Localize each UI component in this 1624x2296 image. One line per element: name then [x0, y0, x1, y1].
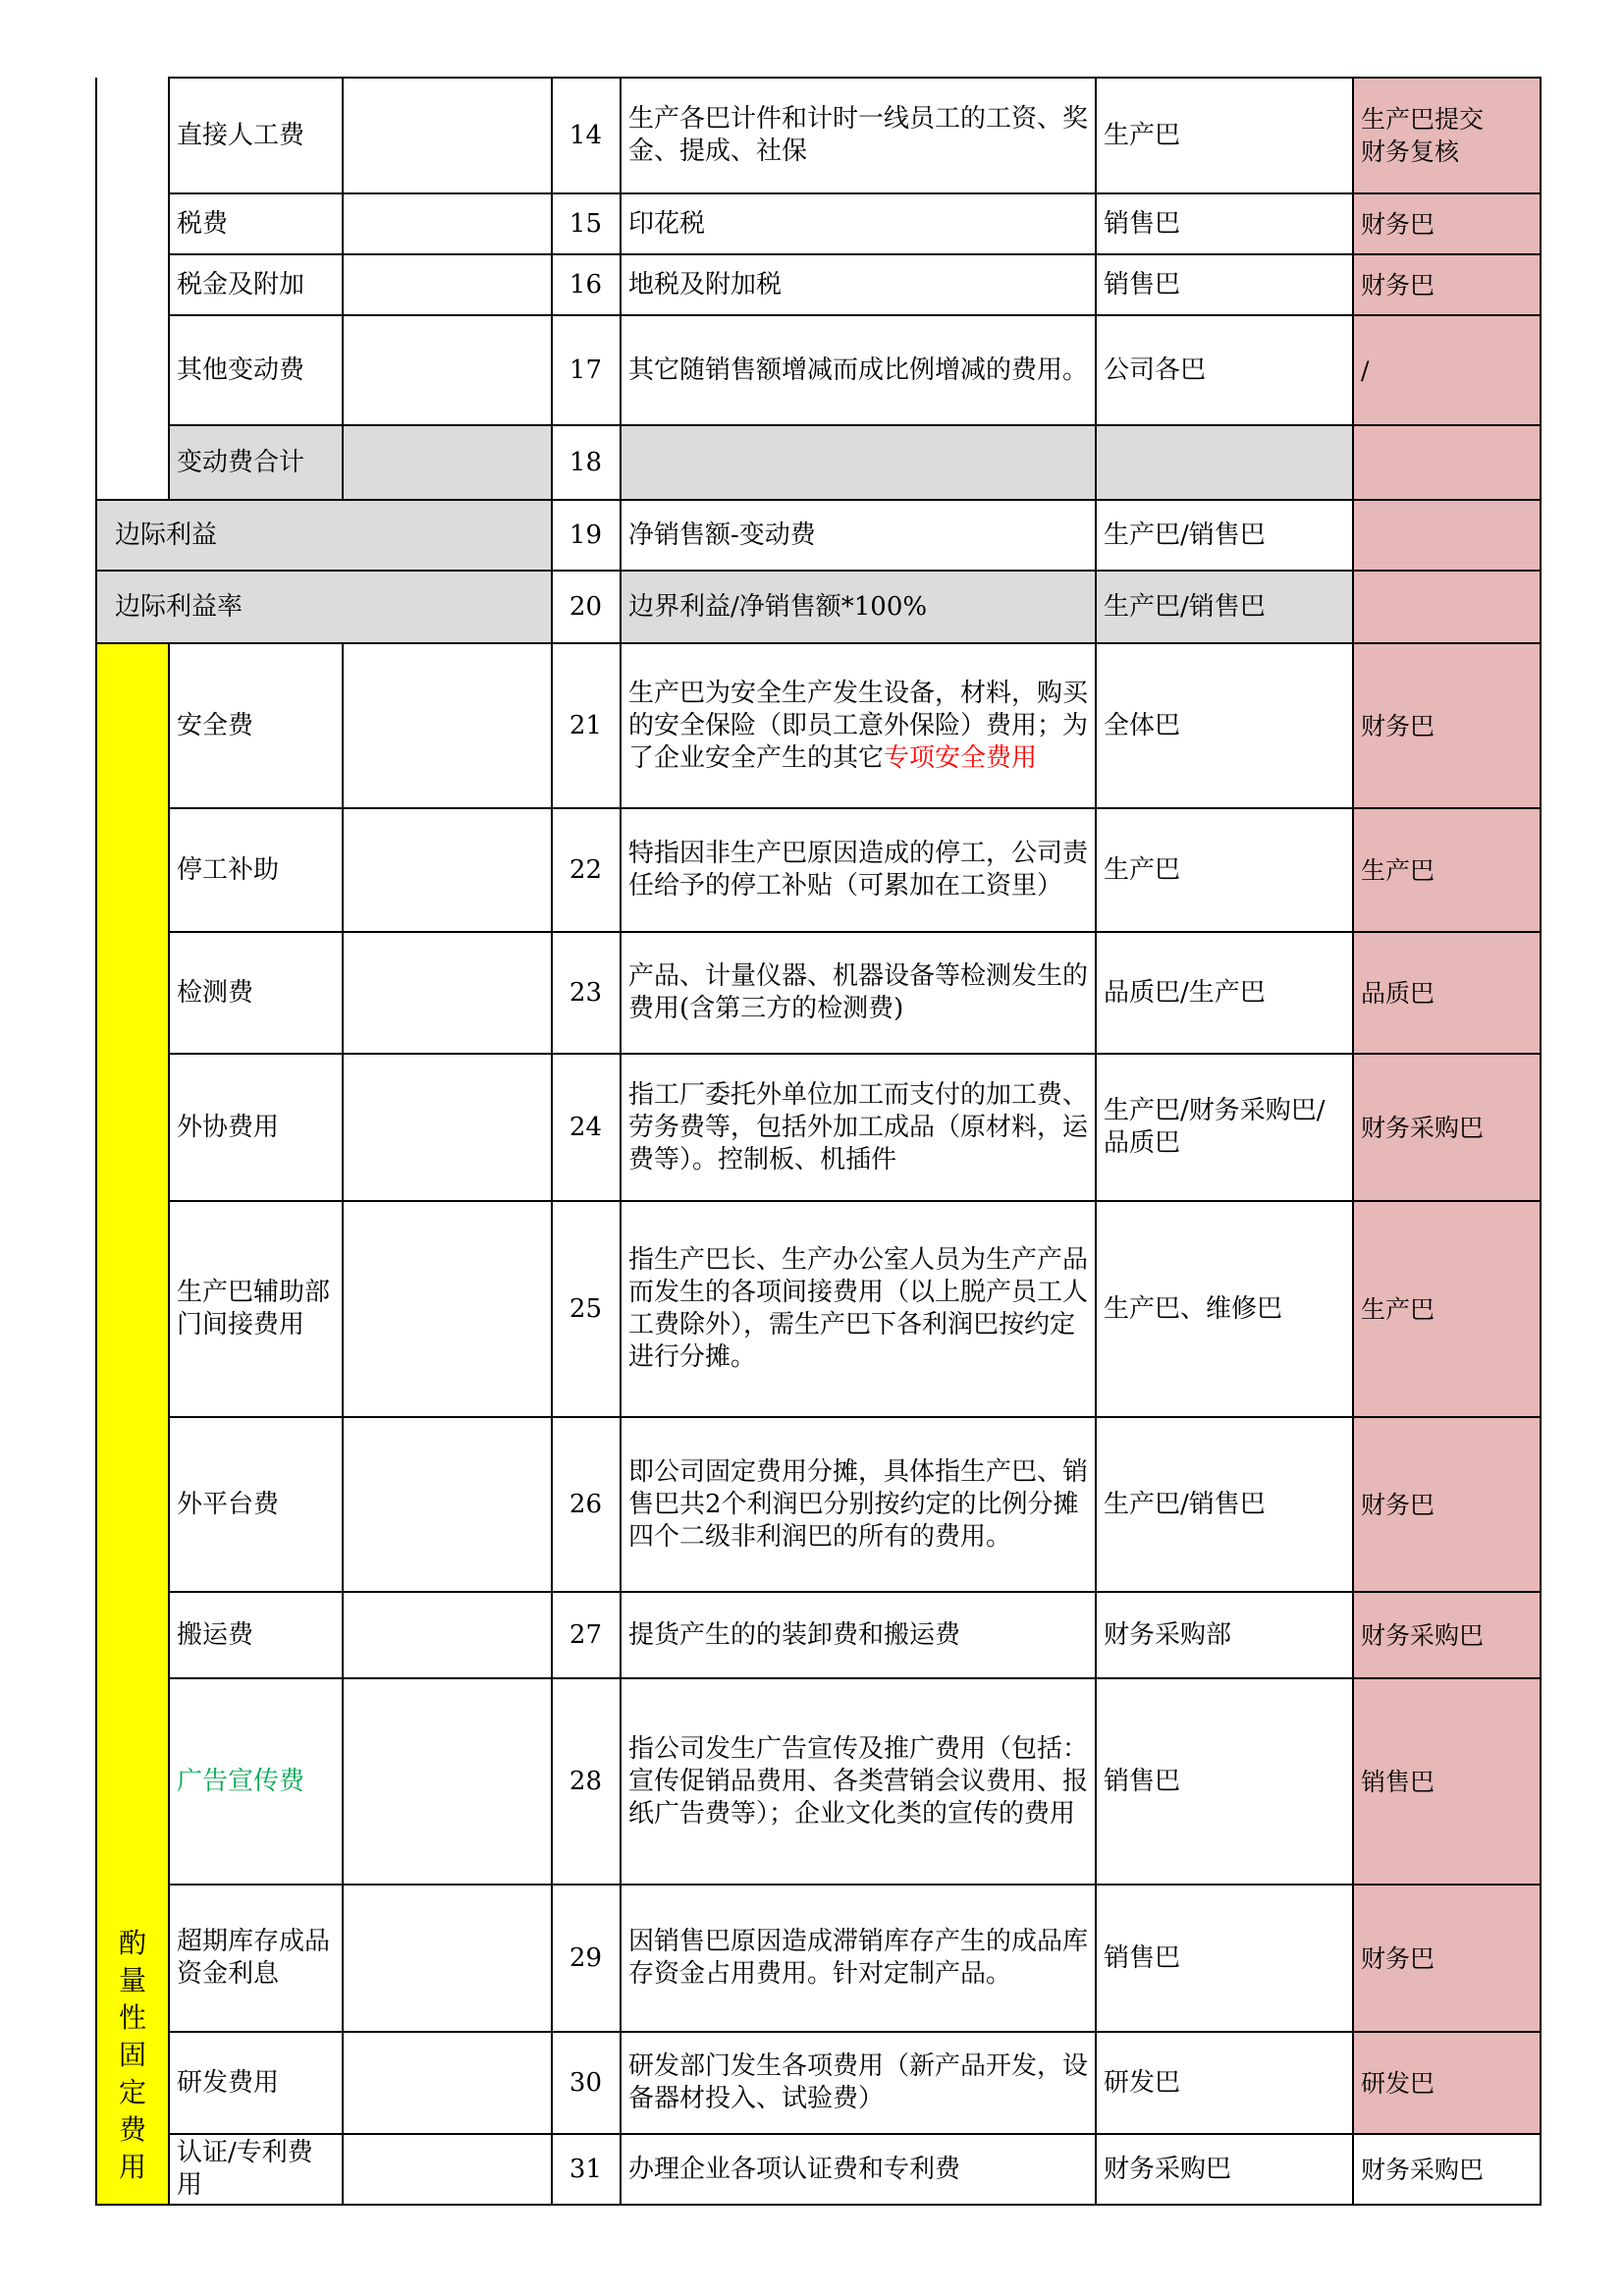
item-resp: 财务巴 — [1353, 193, 1541, 254]
table-row — [96, 643, 1541, 808]
resp-text: 生产巴提交 财务复核 — [1361, 105, 1485, 166]
desc-text: 生产巴为安全生产发生设备，材料，购买的安全保险（即员工意外保险）费用；为了企业安全产生的其它 — [628, 678, 1089, 773]
item-desc: 指公司发生广告宣传及推广费用（包括：宣传促销品费用、各类营销会议费用、报纸广告费等）；企业文化类的宣传的费用 — [621, 1678, 1096, 1885]
item-dept: 生产巴/销售巴 — [1096, 571, 1353, 643]
item-name: 变动费合计 — [169, 425, 343, 500]
seq-no: 24 — [552, 1054, 621, 1201]
blank-cell — [343, 2032, 552, 2134]
item-name: 停工补助 — [169, 808, 343, 932]
table-row — [96, 1885, 1541, 2032]
blank-cell — [343, 932, 552, 1054]
seq-no: 27 — [552, 1592, 621, 1678]
item-name: 外协费用 — [169, 1054, 343, 1201]
label-char: 固 — [118, 2039, 146, 2071]
item-dept: 公司各巴 — [1096, 315, 1353, 425]
seq-no: 21 — [552, 643, 621, 808]
item-name: 外平台费 — [169, 1417, 343, 1592]
item-resp — [1353, 78, 1541, 193]
item-name: 税金及附加 — [169, 254, 343, 315]
item-name: 搬运费 — [169, 1592, 343, 1678]
item-desc: 产品、计量仪器、机器设备等检测发生的费用(含第三方的检测费) — [621, 932, 1096, 1054]
blank-cell — [343, 1201, 552, 1417]
item-name: 认证/专利费用 — [169, 2134, 343, 2205]
table-row — [96, 1678, 1541, 1885]
item-desc: 其它随销售额增减而成比例增减的费用。 — [621, 315, 1096, 425]
table-row — [96, 2134, 1541, 2205]
blank-cell — [343, 254, 552, 315]
blank-cell — [343, 643, 552, 808]
blank-cell — [343, 1885, 552, 2032]
item-resp: 销售巴 — [1353, 1678, 1541, 1885]
item-dept: 销售巴 — [1096, 254, 1353, 315]
table-row — [96, 932, 1541, 1054]
item-dept: 财务采购部 — [1096, 1592, 1353, 1678]
item-name: 超期库存成品资金利息 — [169, 1885, 343, 2032]
seq-no: 30 — [552, 2032, 621, 2134]
item-resp: 研发巴 — [1353, 2032, 1541, 2134]
table-row — [96, 193, 1541, 254]
table-row — [96, 254, 1541, 315]
item-dept: 生产巴、维修巴 — [1096, 1201, 1353, 1417]
item-name: 研发费用 — [169, 2032, 343, 2134]
item-dept: 生产巴 — [1096, 78, 1353, 193]
seq-no: 29 — [552, 1885, 621, 2032]
table-row — [96, 500, 1541, 571]
item-dept: 生产巴 — [1096, 808, 1353, 932]
item-resp: 财务巴 — [1353, 254, 1541, 315]
item-dept: 销售巴 — [1096, 193, 1353, 254]
item-desc — [621, 425, 1096, 500]
item-resp — [1353, 425, 1541, 500]
label-char: 费 — [118, 2113, 146, 2146]
item-dept: 生产巴/财务采购巴/品质巴 — [1096, 1054, 1353, 1201]
item-resp: / — [1353, 315, 1541, 425]
seq-no: 26 — [552, 1417, 621, 1592]
seq-no: 20 — [552, 571, 621, 643]
desc-highlight: 专项安全费用 — [884, 742, 1038, 773]
item-resp: 财务采购巴 — [1353, 1592, 1541, 1678]
item-desc: 净销售额-变动费 — [621, 500, 1096, 571]
item-name: 检测费 — [169, 932, 343, 1054]
seq-no: 15 — [552, 193, 621, 254]
table-row — [96, 1417, 1541, 1592]
table-row — [96, 1592, 1541, 1678]
item-dept: 销售巴 — [1096, 1885, 1353, 2032]
item-resp — [1353, 500, 1541, 571]
item-desc: 提货产生的的装卸费和搬运费 — [621, 1592, 1096, 1678]
item-dept: 财务采购巴 — [1096, 2134, 1353, 2205]
table-row — [96, 2032, 1541, 2134]
blank-cell — [343, 1417, 552, 1592]
item-desc: 指生产巴长、生产办公室人员为生产产品而发生的各项间接费用（以上脱产员工人工费除外），需生产巴下各利润巴按约定进行分摊。 — [621, 1201, 1096, 1417]
table-row — [96, 315, 1541, 425]
blank-cell — [343, 808, 552, 932]
item-desc: 即公司固定费用分摊，具体指生产巴、销售巴共2个利润巴分别按约定的比例分摊四个二级非利润巴的所有的费用。 — [621, 1417, 1096, 1592]
label-char: 用 — [118, 2151, 146, 2183]
table-row — [96, 1054, 1541, 1201]
table-row — [96, 808, 1541, 932]
blank-cell — [343, 1054, 552, 1201]
item-resp: 生产巴 — [1353, 808, 1541, 932]
blank-cell — [343, 1678, 552, 1885]
label-char: 酌 — [118, 1927, 146, 1959]
blank-cell — [343, 425, 552, 500]
item-dept: 研发巴 — [1096, 2032, 1353, 2134]
blank-cell — [343, 193, 552, 254]
item-desc: 边界利益/净销售额*100% — [621, 571, 1096, 643]
item-desc: 因销售巴原因造成滞销库存产生的成品库存资金占用费用。针对定制产品。 — [621, 1885, 1096, 2032]
item-dept: 生产巴/销售巴 — [1096, 1417, 1353, 1592]
seq-no: 31 — [552, 2134, 621, 2205]
category-fixed-cell — [96, 643, 169, 2205]
category-fixed-label — [97, 1925, 168, 2204]
table-row — [96, 1201, 1541, 1417]
seq-no: 17 — [552, 315, 621, 425]
item-resp: 财务采购巴 — [1353, 1054, 1541, 1201]
item-dept — [1096, 425, 1353, 500]
item-name: 直接人工费 — [169, 78, 343, 193]
table-row — [96, 78, 1541, 193]
item-resp — [1353, 571, 1541, 643]
item-resp: 财务巴 — [1353, 1417, 1541, 1592]
blank-cell — [343, 78, 552, 193]
table-row — [96, 425, 1541, 500]
seq-no: 25 — [552, 1201, 621, 1417]
item-name: 边际利益率 — [96, 571, 552, 643]
seq-no: 19 — [552, 500, 621, 571]
item-resp: 财务巴 — [1353, 643, 1541, 808]
item-name: 税费 — [169, 193, 343, 254]
seq-no: 23 — [552, 932, 621, 1054]
item-desc: 地税及附加税 — [621, 254, 1096, 315]
label-char: 定 — [118, 2076, 146, 2108]
seq-no: 22 — [552, 808, 621, 932]
seq-no: 16 — [552, 254, 621, 315]
item-resp: 财务采购巴 — [1353, 2134, 1541, 2205]
item-dept: 全体巴 — [1096, 643, 1353, 808]
item-name: 生产巴辅助部门间接费用 — [169, 1201, 343, 1417]
item-name: 安全费 — [169, 643, 343, 808]
category-variable-cell — [96, 78, 169, 500]
cost-table — [95, 77, 1542, 2206]
label-char: 量 — [118, 1964, 146, 1996]
item-name: 广告宣传费 — [169, 1678, 343, 1885]
item-resp: 品质巴 — [1353, 932, 1541, 1054]
seq-no: 14 — [552, 78, 621, 193]
item-desc: 特指因非生产巴原因造成的停工，公司责任给予的停工补贴（可累加在工资里） — [621, 808, 1096, 932]
item-desc: 办理企业各项认证费和专利费 — [621, 2134, 1096, 2205]
item-resp: 生产巴 — [1353, 1201, 1541, 1417]
blank-cell — [343, 315, 552, 425]
item-name: 其他变动费 — [169, 315, 343, 425]
item-name: 边际利益 — [96, 500, 552, 571]
item-dept: 生产巴/销售巴 — [1096, 500, 1353, 571]
blank-cell — [343, 2134, 552, 2205]
item-desc: 生产各巴计件和计时一线员工的工资、奖金、提成、社保 — [621, 78, 1096, 193]
item-desc — [621, 643, 1096, 808]
table-row — [96, 571, 1541, 643]
seq-no: 28 — [552, 1678, 621, 1885]
label-char: 性 — [118, 2001, 146, 2034]
blank-cell — [343, 1592, 552, 1678]
item-desc: 印花税 — [621, 193, 1096, 254]
seq-no: 18 — [552, 425, 621, 500]
item-resp: 财务巴 — [1353, 1885, 1541, 2032]
item-dept: 销售巴 — [1096, 1678, 1353, 1885]
item-dept: 品质巴/生产巴 — [1096, 932, 1353, 1054]
item-desc: 指工厂委托外单位加工而支付的加工费、劳务费等，包括外加工成品（原材料，运费等）。控制板、机插件 — [621, 1054, 1096, 1201]
item-desc: 研发部门发生各项费用（新产品开发，设备器材投入、试验费） — [621, 2032, 1096, 2134]
